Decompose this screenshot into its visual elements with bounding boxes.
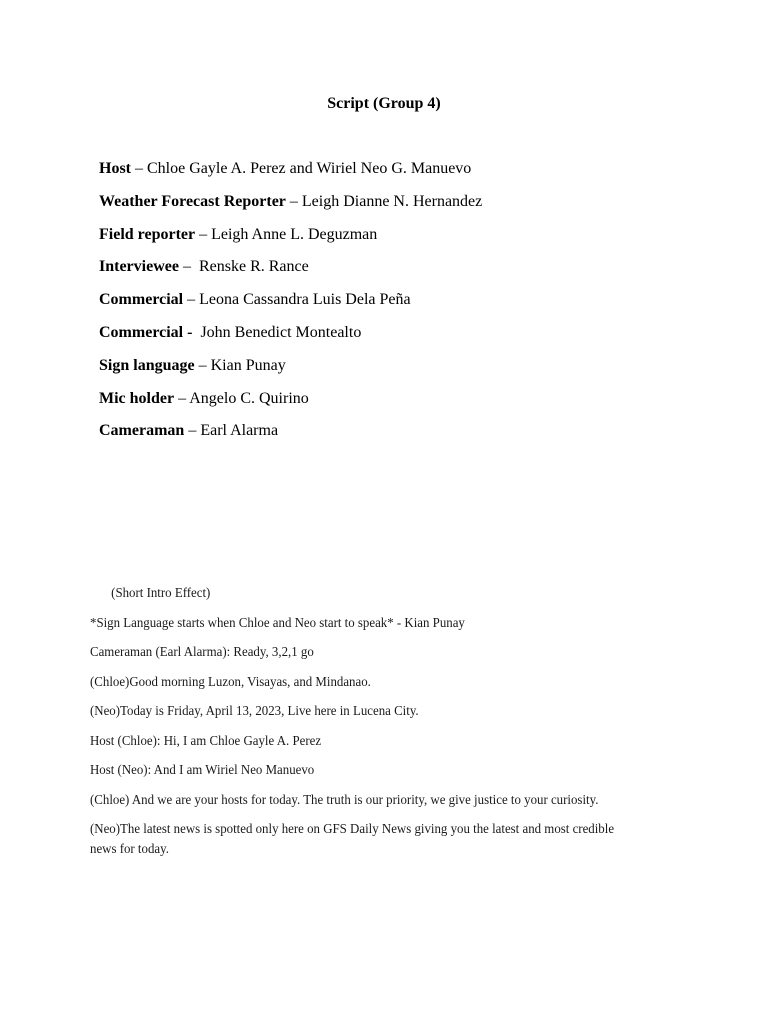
- script-line-neo-intro: Host (Neo): And I am Wiriel Neo Manuevo: [90, 763, 315, 778]
- role-name: Earl Alarma: [200, 422, 279, 440]
- script-line-chloe-intro: Host (Chloe): Hi, I am Chloe Gayle A. Perez: [90, 733, 322, 749]
- role-separator: –: [183, 291, 200, 309]
- role-name: Leona Cassandra Luis Dela Peña: [199, 291, 411, 309]
- cast-item-weather-reporter: [99, 192, 482, 225]
- role-label: Host: [99, 160, 131, 177]
- role-separator: –: [131, 160, 147, 177]
- role-label: Cameraman: [99, 422, 185, 440]
- role-label: Mic holder: [99, 389, 175, 407]
- script-line-neo-date: (Neo)Today is Friday, April 13, 2023, Live here in Lucena City.: [90, 704, 419, 719]
- script-line-chloe-hosts: (Chloe) And we are your hosts for today. The truth is our priority, we give justice to your curiosity.: [90, 792, 599, 808]
- role-label: Commercial -: [99, 323, 193, 341]
- cast-list: [99, 159, 482, 454]
- cast-item-commercial-2: [99, 323, 482, 356]
- document-title: Script (Group 4): [327, 95, 441, 112]
- script-line-sign-language-note: *Sign Language starts when Chloe and Neo start to speak* - Kian Punay: [90, 615, 465, 631]
- role-name: John Benedict Montealto: [200, 323, 362, 341]
- role-name: Kian Punay: [210, 356, 286, 374]
- cast-item-sign-language: [99, 356, 482, 389]
- role-name: Leigh Anne L. Deguzman: [211, 225, 378, 243]
- role-label: Commercial: [99, 291, 184, 309]
- script-line-cameraman: Cameraman (Earl Alarma): Ready, 3,2,1 go: [90, 645, 314, 660]
- cast-item-commercial-1: [99, 290, 482, 323]
- cast-item-mic-holder: [99, 389, 482, 422]
- cast-item-field-reporter: [99, 225, 482, 258]
- cast-item-interviewee: [99, 257, 482, 290]
- script-line-neo-news: (Neo)The latest news is spotted only here on GFS Daily News giving you the latest and most credible news for today.: [90, 822, 615, 857]
- role-label: Interviewee: [99, 258, 179, 276]
- role-separator: –: [184, 422, 201, 440]
- role-separator: –: [174, 389, 190, 407]
- role-name: Chloe Gayle A. Perez and Wiriel Neo G. Manuevo: [147, 160, 472, 177]
- role-separator: –: [194, 356, 211, 374]
- role-label: Sign language: [99, 356, 195, 374]
- role-label: Weather Forecast Reporter: [99, 192, 286, 210]
- role-name: Angelo C. Quirino: [189, 389, 309, 407]
- role-label: Field reporter: [99, 225, 196, 243]
- role-separator: –: [195, 225, 212, 243]
- role-separator: –: [285, 192, 302, 210]
- role-name: Renske R. Rance: [198, 258, 309, 276]
- script-body: [90, 584, 624, 869]
- role-separator: –: [178, 258, 199, 276]
- script-line-chloe-greeting: (Chloe)Good morning Luzon, Visayas, and Mindanao.: [90, 674, 371, 690]
- script-line-intro-effect: (Short Intro Effect): [111, 586, 211, 601]
- cast-item-host: [99, 159, 482, 192]
- role-name: Leigh Dianne N. Hernandez: [301, 192, 483, 210]
- cast-item-cameraman: [99, 421, 482, 454]
